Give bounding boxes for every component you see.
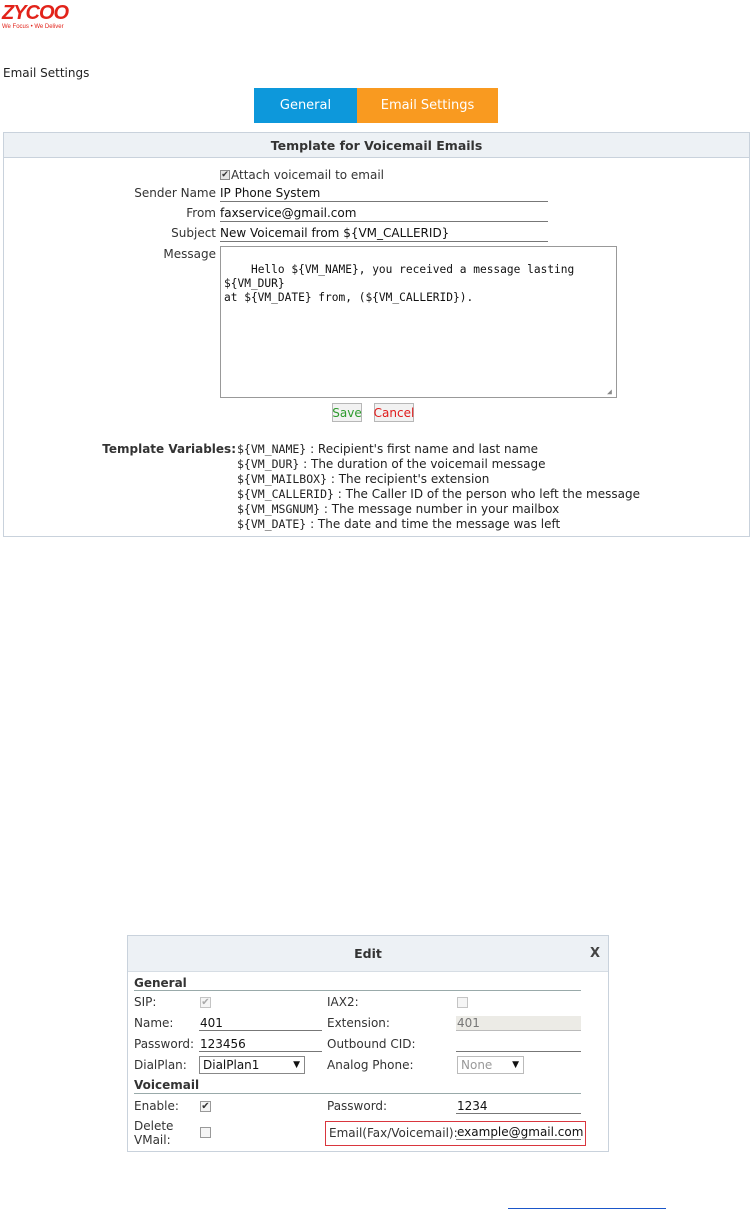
attach-voicemail-checkbox[interactable] (220, 170, 230, 180)
sip-checkbox[interactable] (200, 997, 211, 1008)
email-label: Email(Fax/Voicemail): (329, 1126, 458, 1140)
cancel-button[interactable]: Cancel (374, 403, 414, 422)
dialog-header (128, 936, 608, 972)
variable-item: ${VM_MAILBOX} : The recipient's extension (237, 472, 490, 486)
bottom-link-underline[interactable] (508, 1208, 666, 1209)
checkmark-icon: ✔ (201, 996, 210, 1008)
triangle-down-icon: ▼ (293, 1060, 300, 1070)
voicemail-section-divider (134, 1093, 581, 1094)
panel-title: Template for Voicemail Emails (4, 133, 749, 158)
dialplan-value: DialPlan1 (203, 1058, 260, 1072)
message-text: Hello ${VM_NAME}, you received a message lasting ${VM_DUR} at ${VM_DATE} from, (${VM_CALLERID}). (224, 263, 575, 304)
enable-checkbox[interactable] (200, 1101, 211, 1112)
sender-name-input[interactable]: IP Phone System (220, 186, 548, 202)
message-label: Message (163, 247, 216, 261)
voicemail-template-panel (3, 132, 750, 537)
attach-voicemail-row (220, 168, 384, 182)
email-input[interactable]: example@gmail.com (457, 1125, 584, 1139)
close-icon[interactable]: X (589, 946, 600, 961)
sip-label: SIP: (134, 995, 157, 1009)
settings-tabs (254, 88, 498, 123)
variable-item: ${VM_NAME} : Recipient's first name and last name (237, 442, 539, 456)
subject-label: Subject (171, 226, 216, 240)
delete-vmail-label: Delete VMail: (134, 1119, 174, 1147)
checkmark-icon: ✔ (201, 1100, 210, 1112)
vm-password-label: Password: (327, 1099, 388, 1113)
tab-general[interactable]: General (254, 88, 357, 123)
triangle-down-icon: ▼ (512, 1060, 519, 1070)
analog-phone-value: None (461, 1058, 493, 1072)
iax2-label: IAX2: (327, 995, 359, 1009)
variable-item: ${VM_MSGNUM} : The message number in your mailbox (237, 502, 560, 516)
checkmark-icon: ✔ (221, 169, 229, 180)
sender-name-label: Sender Name (134, 186, 216, 200)
analog-phone-select[interactable] (457, 1056, 524, 1074)
subject-input[interactable]: New Voicemail from ${VM_CALLERID} (220, 226, 548, 242)
tab-email-settings[interactable]: Email Settings (357, 88, 498, 123)
dialplan-select[interactable] (199, 1056, 305, 1074)
save-button[interactable]: Save (332, 403, 362, 422)
name-input[interactable]: 401 (199, 1016, 322, 1031)
name-label: Name: (134, 1016, 174, 1030)
dialog-title: Edit (354, 946, 382, 961)
analog-phone-label: Analog Phone: (327, 1058, 414, 1072)
logo-wordmark: ZYCOO (2, 2, 69, 24)
iax2-checkbox[interactable] (457, 997, 468, 1008)
outbound-cid-input[interactable] (456, 1037, 581, 1052)
attach-voicemail-label: Attach voicemail to email (231, 168, 385, 182)
message-textarea[interactable] (220, 246, 617, 398)
zycoo-logo (2, 2, 84, 32)
extension-input: 401 (456, 1016, 581, 1031)
general-section-divider (134, 990, 581, 991)
vm-password-input[interactable]: 1234 (456, 1099, 581, 1114)
template-variables-list (237, 442, 640, 532)
variable-item: ${VM_DATE} : The date and time the message was left (237, 517, 561, 531)
voicemail-section-title: Voicemail (134, 1078, 200, 1092)
extension-label: Extension: (327, 1016, 390, 1030)
resize-grip-icon[interactable]: ◢ (607, 387, 612, 396)
edit-extension-dialog (127, 935, 609, 1152)
variable-item: ${VM_DUR} : The duration of the voicemail message (237, 457, 546, 471)
from-label: From (186, 206, 216, 220)
password-input[interactable]: 123456 (199, 1037, 322, 1052)
variable-item: ${VM_CALLERID} : The Caller ID of the person who left the message (237, 487, 640, 501)
delete-vmail-checkbox[interactable] (200, 1127, 211, 1138)
general-section-title: General (134, 976, 187, 990)
password-label: Password: (134, 1037, 195, 1051)
template-variables-label: Template Variables: (102, 442, 236, 456)
page-title: Email Settings (3, 66, 90, 80)
dialplan-label: DialPlan: (134, 1058, 187, 1072)
from-input[interactable]: faxservice@gmail.com (220, 206, 548, 222)
outbound-cid-label: Outbound CID: (327, 1037, 416, 1051)
logo-tagline: We Focus • We Deliver (2, 24, 64, 30)
enable-label: Enable: (134, 1099, 179, 1113)
